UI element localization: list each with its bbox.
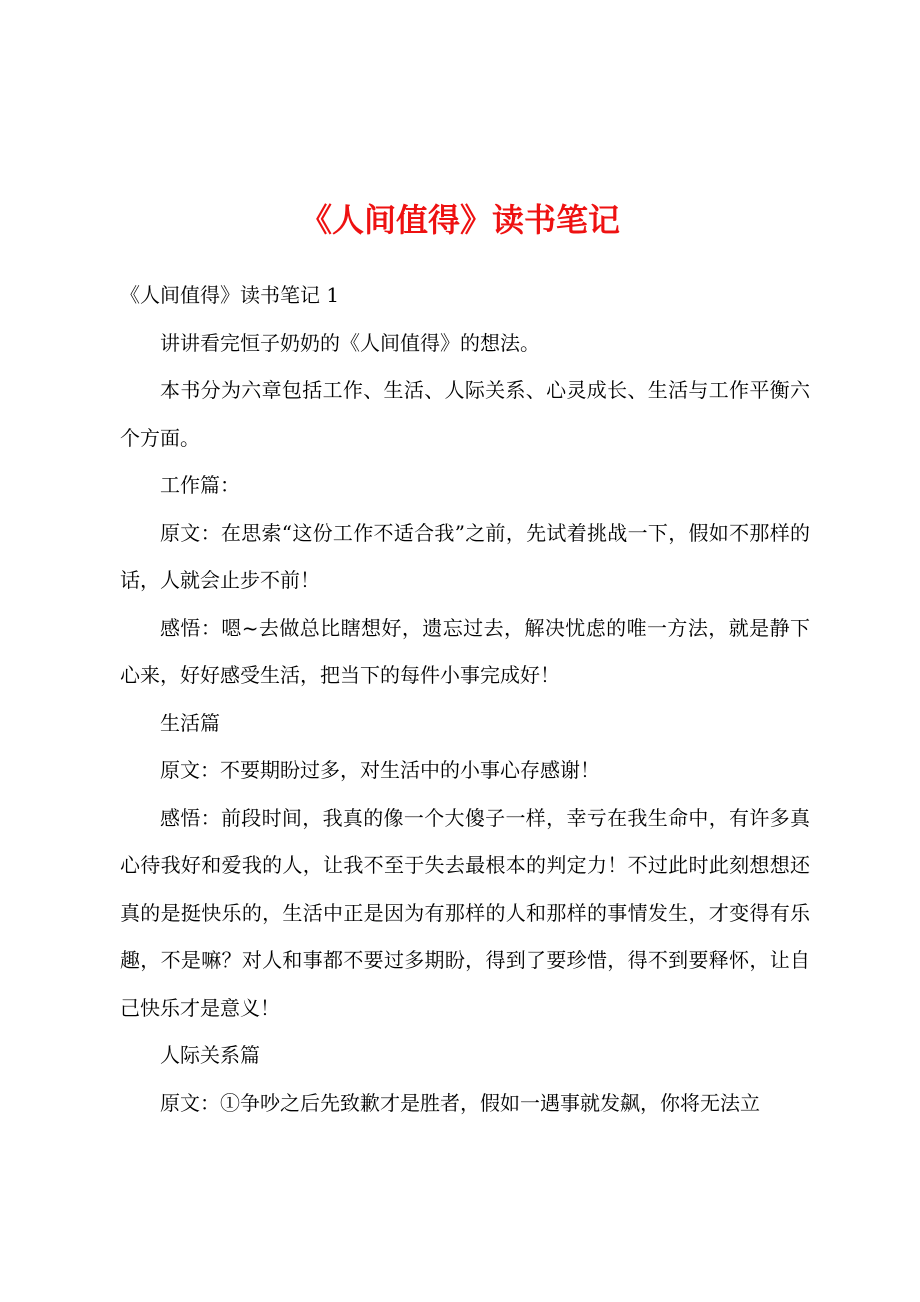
paragraph-life-reflection: 感悟：前段时间，我真的像一个大傻子一样，幸亏在我生命中，有许多真心待我好和爱我的人，让我不至于失去最根本的判定力！不过此时此刻想想还真的是挺快乐的，生活中正是因为有那样的人和那样的事情发生，才变得有乐趣，不是嘛？对人和事都不要过多期盼，得到了要珍惜，得不到要释怀，让自己快乐才是意义！ [120, 805, 810, 1020]
paragraph-heading-1: 《人间值得》读书笔记 1 [120, 283, 340, 307]
section-heading-relationships: 人际关系篇 [160, 1043, 260, 1067]
paragraph-overview: 本书分为六章包括工作、生活、人际关系、心灵成长、生活与工作平衡六个方面。 [120, 378, 810, 450]
document-title: 《人间值得》读书笔记 [299, 201, 620, 239]
section-heading-life: 生活篇 [160, 710, 220, 735]
paragraph-work-quote: 原文：在思索“这份工作不适合我”之前，先试着挑战一下，假如不那样的话，人就会止步不前！ [120, 520, 810, 592]
paragraph-work-reflection: 感悟：嗯~去做总比瞎想好，遗忘过去，解决忧虑的唯一方法，就是静下心来，好好感受生活，把当下的每件小事完成好！ [120, 615, 810, 687]
document-body [120, 272, 810, 1127]
section-heading-work: 工作篇： [160, 473, 240, 497]
paragraph-relationships-quote: 原文：①争吵之后先致歉才是胜者，假如一遇事就发飙，你将无法立 [160, 1090, 760, 1115]
paragraph-intro: 讲讲看完恒子奶奶的《人间值得》的想法。 [160, 330, 540, 355]
paragraph-life-quote: 原文：不要期盼过多，对生活中的小事心存感谢！ [160, 758, 600, 782]
